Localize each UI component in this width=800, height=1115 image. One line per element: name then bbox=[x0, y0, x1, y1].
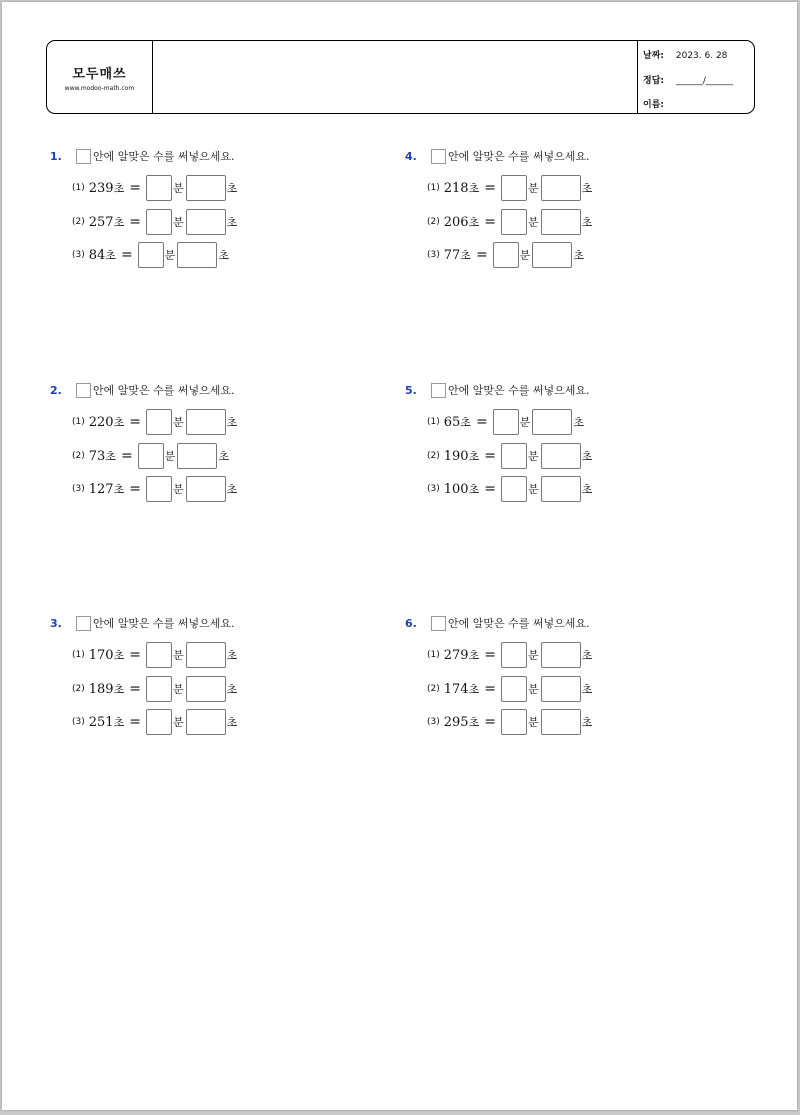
seconds-unit: 초 bbox=[226, 182, 238, 195]
minutes-answer-box[interactable] bbox=[501, 209, 527, 235]
problem-block bbox=[50, 382, 350, 502]
minutes-unit: 분 bbox=[172, 416, 184, 429]
minutes-unit: 분 bbox=[172, 716, 184, 729]
seconds-unit: 초 bbox=[226, 483, 238, 496]
seconds-unit: 초 bbox=[581, 182, 593, 195]
seconds-unit: 초 bbox=[105, 249, 116, 262]
problem-number: 5. bbox=[405, 384, 417, 397]
conversion-item bbox=[427, 442, 594, 470]
minutes-unit: 분 bbox=[164, 450, 176, 463]
blank-box-symbol bbox=[431, 616, 446, 631]
seconds-unit: 초 bbox=[113, 716, 125, 729]
conversion-item bbox=[72, 408, 239, 436]
seconds-unit: 초 bbox=[468, 450, 480, 463]
problem-instruction bbox=[76, 615, 235, 631]
seconds-answer-box[interactable] bbox=[532, 409, 572, 435]
title-area bbox=[153, 41, 638, 113]
worksheet-header bbox=[46, 40, 755, 114]
minutes-unit: 분 bbox=[164, 249, 176, 262]
seconds-value: 77 bbox=[443, 247, 461, 263]
seconds-value: 190 bbox=[443, 448, 469, 464]
item-index: (3) bbox=[427, 250, 440, 260]
problem-block bbox=[405, 148, 705, 268]
seconds-unit: 초 bbox=[581, 450, 593, 463]
instruction-text: 안에 알맞은 수를 써넣으세요. bbox=[93, 384, 235, 397]
instruction-text: 안에 알맞은 수를 써넣으세요. bbox=[448, 150, 590, 163]
seconds-unit: 초 bbox=[113, 216, 125, 229]
minutes-unit: 분 bbox=[527, 182, 539, 195]
minutes-unit: 분 bbox=[519, 249, 531, 262]
answer-label: 정답: bbox=[643, 76, 664, 86]
seconds-unit: 초 bbox=[113, 483, 125, 496]
item-index: (2) bbox=[72, 684, 85, 694]
worksheet-page bbox=[2, 2, 797, 1110]
seconds-answer-box[interactable] bbox=[177, 443, 217, 469]
name-label: 이름: bbox=[643, 100, 664, 110]
minutes-answer-box[interactable] bbox=[146, 676, 172, 702]
problem-block bbox=[50, 615, 350, 735]
seconds-unit: 초 bbox=[226, 716, 238, 729]
minutes-unit: 분 bbox=[172, 216, 184, 229]
item-index: (1) bbox=[72, 417, 85, 427]
conversion-item bbox=[427, 208, 594, 236]
seconds-unit: 초 bbox=[218, 450, 229, 463]
conversion-item bbox=[427, 475, 594, 503]
minutes-answer-box[interactable] bbox=[138, 242, 164, 268]
blank-box-symbol bbox=[76, 383, 91, 398]
item-index: (3) bbox=[72, 484, 85, 494]
seconds-unit: 초 bbox=[581, 216, 593, 229]
seconds-value: 206 bbox=[443, 214, 469, 230]
seconds-value: 170 bbox=[88, 647, 114, 663]
seconds-unit: 초 bbox=[226, 649, 238, 662]
problem-number: 2. bbox=[50, 384, 62, 397]
problem-block bbox=[50, 148, 350, 268]
seconds-answer-box[interactable] bbox=[541, 642, 581, 668]
item-index: (1) bbox=[427, 417, 440, 427]
equals-sign: = bbox=[120, 247, 133, 263]
instruction-text: 안에 알맞은 수를 써넣으세요. bbox=[448, 384, 590, 397]
seconds-value: 220 bbox=[88, 414, 114, 430]
minutes-answer-box[interactable] bbox=[146, 642, 172, 668]
seconds-unit: 초 bbox=[468, 716, 480, 729]
conversion-item bbox=[72, 708, 239, 736]
seconds-value: 189 bbox=[88, 681, 114, 697]
item-index: (3) bbox=[427, 484, 440, 494]
equals-sign: = bbox=[484, 647, 496, 663]
answer-row bbox=[643, 73, 733, 86]
seconds-answer-box[interactable] bbox=[541, 676, 581, 702]
seconds-unit: 초 bbox=[226, 416, 238, 429]
equals-sign: = bbox=[484, 481, 496, 497]
equals-sign: = bbox=[484, 214, 496, 230]
seconds-unit: 초 bbox=[113, 649, 125, 662]
equals-sign: = bbox=[475, 414, 488, 430]
minutes-answer-box[interactable] bbox=[138, 443, 164, 469]
conversion-item bbox=[72, 208, 239, 236]
seconds-value: 100 bbox=[443, 481, 469, 497]
equals-sign: = bbox=[129, 481, 141, 497]
seconds-unit: 초 bbox=[573, 249, 584, 262]
seconds-answer-box[interactable] bbox=[541, 476, 581, 502]
seconds-answer-box[interactable] bbox=[541, 443, 581, 469]
problem-instruction bbox=[76, 148, 235, 164]
seconds-unit: 초 bbox=[581, 483, 593, 496]
instruction-text: 안에 알맞은 수를 써넣으세요. bbox=[448, 617, 590, 630]
seconds-unit: 초 bbox=[226, 216, 238, 229]
equals-sign: = bbox=[129, 714, 141, 730]
seconds-unit: 초 bbox=[468, 182, 480, 195]
conversion-item bbox=[427, 675, 594, 703]
item-index: (1) bbox=[427, 650, 440, 660]
seconds-answer-box[interactable] bbox=[186, 676, 226, 702]
seconds-unit: 초 bbox=[573, 416, 584, 429]
logo-url: www.modoo-math.com bbox=[64, 85, 135, 92]
conversion-item bbox=[72, 675, 239, 703]
blank-box-symbol bbox=[76, 616, 91, 631]
minutes-answer-box[interactable] bbox=[501, 676, 527, 702]
seconds-value: 239 bbox=[88, 180, 114, 196]
date-row bbox=[643, 48, 727, 61]
minutes-answer-box[interactable] bbox=[146, 209, 172, 235]
seconds-answer-box[interactable] bbox=[177, 242, 217, 268]
equals-sign: = bbox=[484, 714, 496, 730]
minutes-answer-box[interactable] bbox=[501, 476, 527, 502]
minutes-answer-box[interactable] bbox=[146, 476, 172, 502]
seconds-unit: 초 bbox=[113, 683, 125, 696]
minutes-answer-box[interactable] bbox=[501, 642, 527, 668]
seconds-answer-box[interactable] bbox=[186, 209, 226, 235]
seconds-unit: 초 bbox=[460, 249, 471, 262]
minutes-unit: 분 bbox=[527, 716, 539, 729]
item-index: (3) bbox=[72, 717, 85, 727]
equals-sign: = bbox=[120, 448, 133, 464]
seconds-unit: 초 bbox=[581, 716, 593, 729]
answer-value: ______/______ bbox=[675, 76, 733, 86]
minutes-unit: 분 bbox=[527, 216, 539, 229]
name-row bbox=[643, 97, 673, 110]
seconds-answer-box[interactable] bbox=[541, 175, 581, 201]
seconds-answer-box[interactable] bbox=[186, 175, 226, 201]
conversion-item bbox=[427, 708, 594, 736]
logo-title: 모두매쓰 bbox=[72, 67, 127, 82]
minutes-answer-box[interactable] bbox=[493, 409, 519, 435]
equals-sign: = bbox=[129, 180, 141, 196]
seconds-unit: 초 bbox=[218, 249, 229, 262]
problem-instruction bbox=[431, 148, 590, 164]
seconds-answer-box[interactable] bbox=[186, 476, 226, 502]
problem-instruction bbox=[76, 382, 235, 398]
seconds-value: 251 bbox=[88, 714, 114, 730]
seconds-unit: 초 bbox=[468, 216, 480, 229]
minutes-answer-box[interactable] bbox=[501, 175, 527, 201]
seconds-value: 279 bbox=[443, 647, 469, 663]
equals-sign: = bbox=[475, 247, 488, 263]
seconds-unit: 초 bbox=[581, 683, 593, 696]
conversion-item bbox=[72, 641, 239, 669]
item-index: (2) bbox=[427, 451, 440, 461]
seconds-unit: 초 bbox=[113, 416, 125, 429]
problem-number: 3. bbox=[50, 617, 62, 630]
minutes-unit: 분 bbox=[527, 483, 539, 496]
info-panel bbox=[643, 41, 753, 113]
problem-number: 6. bbox=[405, 617, 417, 630]
equals-sign: = bbox=[484, 180, 496, 196]
item-index: (1) bbox=[72, 650, 85, 660]
minutes-unit: 분 bbox=[172, 483, 184, 496]
seconds-unit: 초 bbox=[468, 483, 480, 496]
date-label: 날짜: bbox=[643, 51, 664, 61]
equals-sign: = bbox=[129, 681, 141, 697]
minutes-answer-box[interactable] bbox=[146, 409, 172, 435]
minutes-answer-box[interactable] bbox=[146, 175, 172, 201]
conversion-item bbox=[72, 475, 239, 503]
problem-number: 1. bbox=[50, 150, 62, 163]
seconds-value: 127 bbox=[88, 481, 114, 497]
seconds-answer-box[interactable] bbox=[541, 209, 581, 235]
seconds-answer-box[interactable] bbox=[186, 409, 226, 435]
item-index: (3) bbox=[72, 250, 85, 260]
minutes-answer-box[interactable] bbox=[493, 242, 519, 268]
seconds-value: 257 bbox=[88, 214, 114, 230]
problem-instruction bbox=[431, 615, 590, 631]
equals-sign: = bbox=[484, 681, 496, 697]
seconds-value: 218 bbox=[443, 180, 469, 196]
conversion-item bbox=[72, 174, 239, 202]
logo-box bbox=[47, 41, 153, 113]
seconds-value: 65 bbox=[443, 414, 461, 430]
minutes-unit: 분 bbox=[519, 416, 531, 429]
date-value: 2023. 6. 28 bbox=[675, 51, 728, 61]
minutes-unit: 분 bbox=[527, 649, 539, 662]
instruction-text: 안에 알맞은 수를 써넣으세요. bbox=[93, 150, 235, 163]
conversion-item bbox=[427, 241, 586, 269]
minutes-unit: 분 bbox=[172, 649, 184, 662]
minutes-answer-box[interactable] bbox=[501, 709, 527, 735]
minutes-unit: 분 bbox=[172, 683, 184, 696]
seconds-unit: 초 bbox=[468, 683, 480, 696]
blank-box-symbol bbox=[76, 149, 91, 164]
equals-sign: = bbox=[484, 448, 496, 464]
seconds-value: 174 bbox=[443, 681, 469, 697]
item-index: (1) bbox=[427, 183, 440, 193]
minutes-answer-box[interactable] bbox=[501, 443, 527, 469]
seconds-value: 295 bbox=[443, 714, 469, 730]
problem-instruction bbox=[431, 382, 590, 398]
conversion-item bbox=[72, 442, 231, 470]
equals-sign: = bbox=[129, 647, 141, 663]
seconds-unit: 초 bbox=[226, 683, 238, 696]
seconds-unit: 초 bbox=[581, 649, 593, 662]
conversion-item bbox=[427, 174, 594, 202]
minutes-unit: 분 bbox=[527, 683, 539, 696]
instruction-text: 안에 알맞은 수를 써넣으세요. bbox=[93, 617, 235, 630]
seconds-answer-box[interactable] bbox=[532, 242, 572, 268]
problem-number: 4. bbox=[405, 150, 417, 163]
item-index: (2) bbox=[427, 217, 440, 227]
equals-sign: = bbox=[129, 214, 141, 230]
seconds-unit: 초 bbox=[105, 450, 116, 463]
seconds-answer-box[interactable] bbox=[186, 709, 226, 735]
problem-block bbox=[405, 615, 705, 735]
seconds-answer-box[interactable] bbox=[541, 709, 581, 735]
seconds-value: 84 bbox=[88, 247, 106, 263]
blank-box-symbol bbox=[431, 383, 446, 398]
item-index: (2) bbox=[72, 451, 85, 461]
item-index: (3) bbox=[427, 717, 440, 727]
equals-sign: = bbox=[129, 414, 141, 430]
seconds-value: 73 bbox=[88, 448, 106, 464]
blank-box-symbol bbox=[431, 149, 446, 164]
seconds-unit: 초 bbox=[468, 649, 480, 662]
conversion-item bbox=[427, 408, 586, 436]
seconds-answer-box[interactable] bbox=[186, 642, 226, 668]
seconds-unit: 초 bbox=[113, 182, 125, 195]
seconds-unit: 초 bbox=[460, 416, 471, 429]
minutes-unit: 분 bbox=[172, 182, 184, 195]
minutes-answer-box[interactable] bbox=[146, 709, 172, 735]
conversion-item bbox=[427, 641, 594, 669]
item-index: (2) bbox=[427, 684, 440, 694]
conversion-item bbox=[72, 241, 231, 269]
item-index: (1) bbox=[72, 183, 85, 193]
item-index: (2) bbox=[72, 217, 85, 227]
minutes-unit: 분 bbox=[527, 450, 539, 463]
problem-block bbox=[405, 382, 705, 502]
